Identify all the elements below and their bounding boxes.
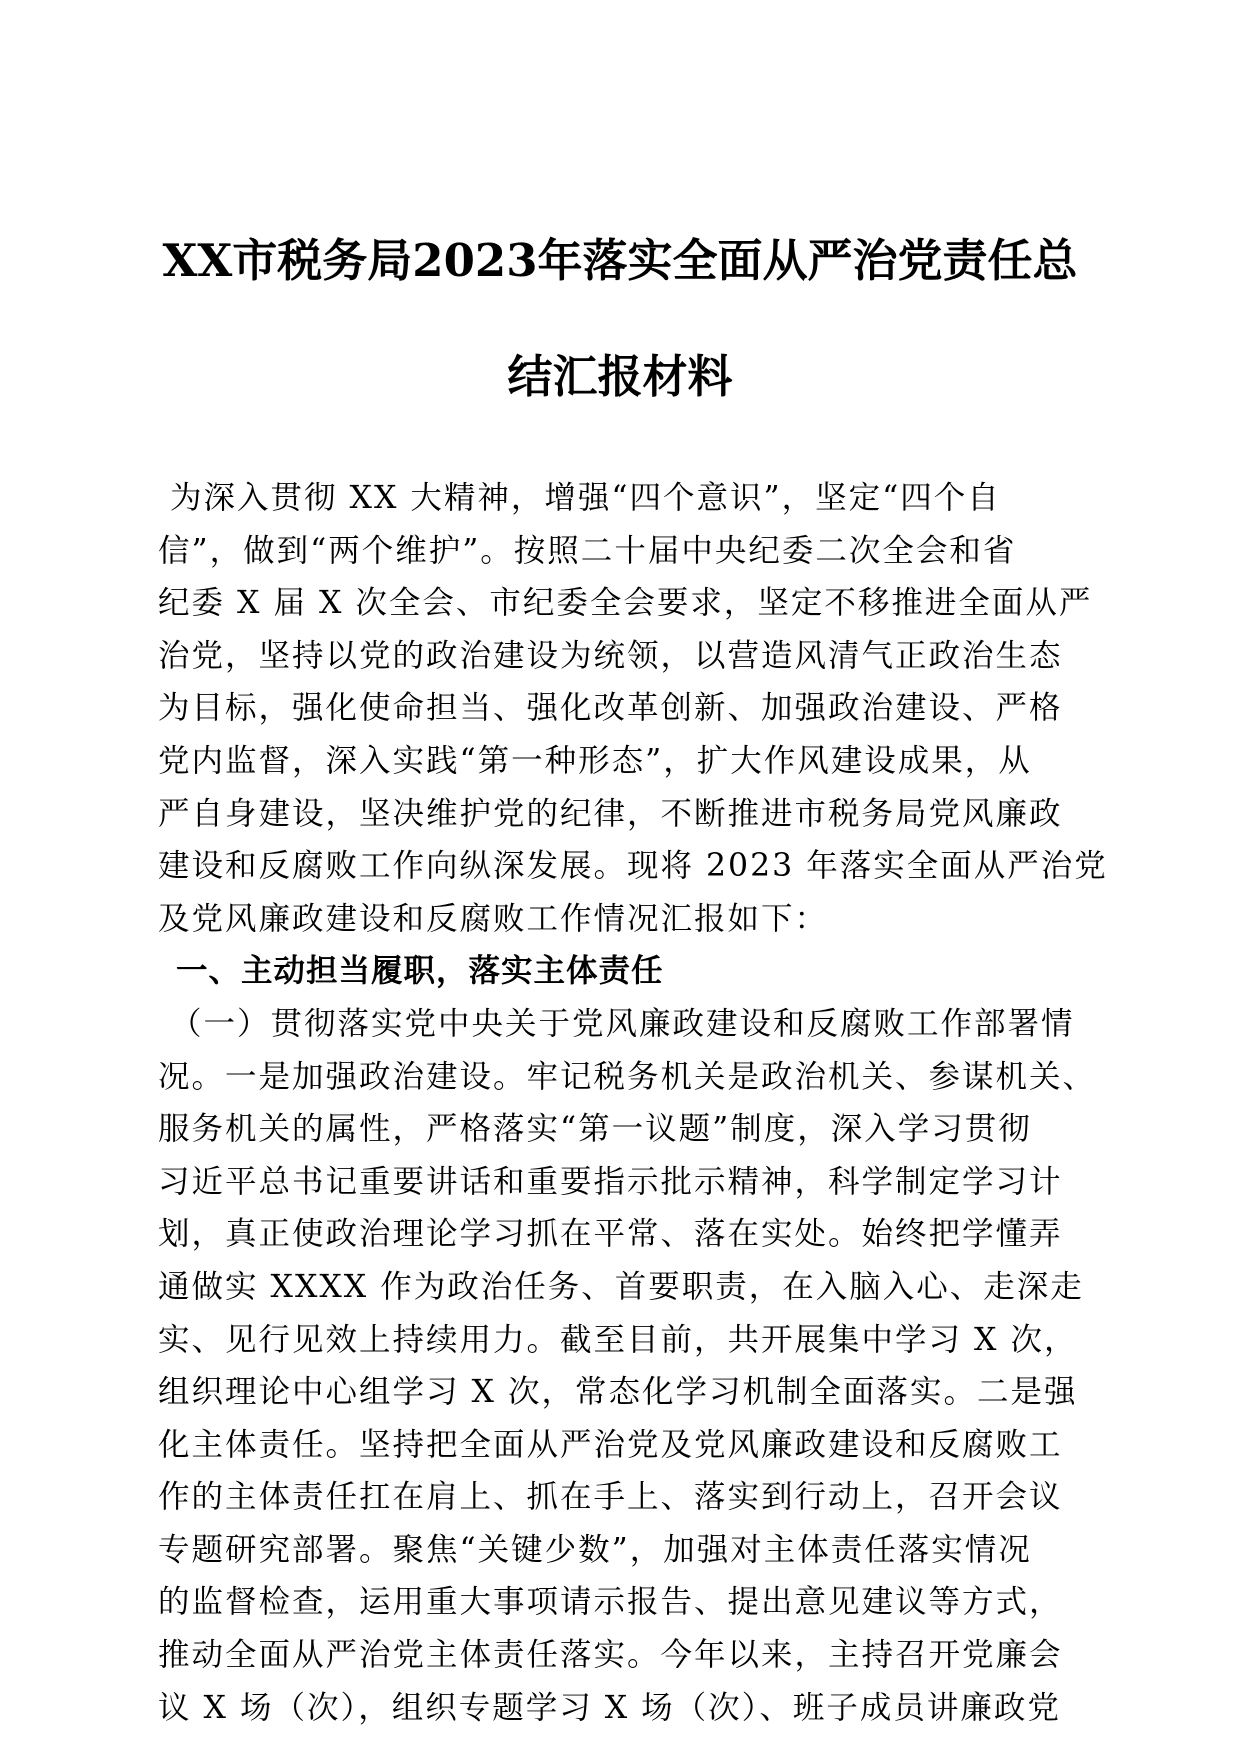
document-body — [158, 472, 1108, 1734]
paragraph-intro-line: 及党风廉政建设和反腐败工作情况汇报如下： — [158, 900, 829, 937]
paragraph-intro-line: 为目标，强化使命担当、强化改革创新、加强政治建设、严格 — [158, 690, 1063, 727]
paragraph-section-line: 化主体责任。坚持把全面从严治党及党风廉政建设和反腐败工 — [158, 1426, 1063, 1463]
paragraph-section-line: 组织理论中心组学习 X 次，常态化学习机制全面落实。二是强 — [158, 1374, 1078, 1411]
paragraph-section-line: （一）贯彻落实党中央关于党风廉政建设和反腐败工作部署情 — [170, 1005, 1075, 1042]
paragraph-section-line: 作的主体责任扛在肩上、抓在手上、落实到行动上，召开会议 — [158, 1479, 1063, 1516]
document-title-line-1: XX市税务局2023年落实全面从严治党责任总 — [162, 234, 1078, 287]
paragraph-intro-line: 纪委 X 届 X 次全会、市纪委全会要求，坚定不移推进全面从严 — [158, 585, 1093, 622]
paragraph-section-line: 推动全面从严治党主体责任落实。今年以来，主持召开党廉会 — [158, 1637, 1063, 1674]
paragraph-section-line: 通做实 XXXX 作为政治任务、首要职责，在入脑入心、走深走 — [158, 1268, 1084, 1305]
paragraph-intro-line: 为深入贯彻 XX 大精神，增强“四个意识”，坚定“四个自 — [170, 480, 1001, 516]
paragraph-section-line: 服务机关的属性，严格落实“第一议题”制度，深入学习贯彻 — [158, 1111, 1032, 1148]
paragraph-section-line: 况。一是加强政治建设。牢记税务机关是政治机关、参谋机关、 — [158, 1058, 1097, 1095]
paragraph-intro-line: 严自身建设，坚决维护党的纪律，不断推进市税务局党风廉政 — [158, 795, 1063, 832]
document-title-line-2: 结汇报材料 — [507, 350, 733, 403]
paragraph-section-line: 议 X 场（次），组织专题学习 X 场（次）、班子成员讲廉政党 — [158, 1689, 1061, 1726]
paragraph-intro-line: 党内监督，深入实践“第一种形态”，扩大作风建设成果，从 — [158, 742, 1032, 779]
paragraph-section-line: 的监督检查，运用重大事项请示报告、提出意见建议等方式， — [158, 1584, 1063, 1621]
paragraph-intro-line: 建设和反腐败工作向纵深发展。现将 2023 年落实全面从严治党 — [158, 848, 1108, 885]
section-heading: 一、主动担当履职，落实主体责任 — [176, 953, 664, 990]
paragraph-section-line: 专题研究部署。聚焦“关键少数”，加强对主体责任落实情况 — [158, 1531, 1032, 1568]
paragraph-intro-line: 信”，做到“两个维护”。按照二十届中央纪委二次全会和省 — [158, 532, 1017, 569]
paragraph-intro-line: 治党，坚持以党的政治建设为统领，以营造风清气正政治生态 — [158, 637, 1063, 674]
paragraph-section-line: 实、见行见效上持续用力。截至目前，共开展集中学习 X 次， — [158, 1321, 1078, 1358]
paragraph-section-line: 习近平总书记重要讲话和重要指示批示精神，科学制定学习计 — [158, 1163, 1063, 1200]
paragraph-section-line: 划，真正使政治理论学习抓在平常、落在实处。始终把学懂弄 — [158, 1216, 1063, 1253]
